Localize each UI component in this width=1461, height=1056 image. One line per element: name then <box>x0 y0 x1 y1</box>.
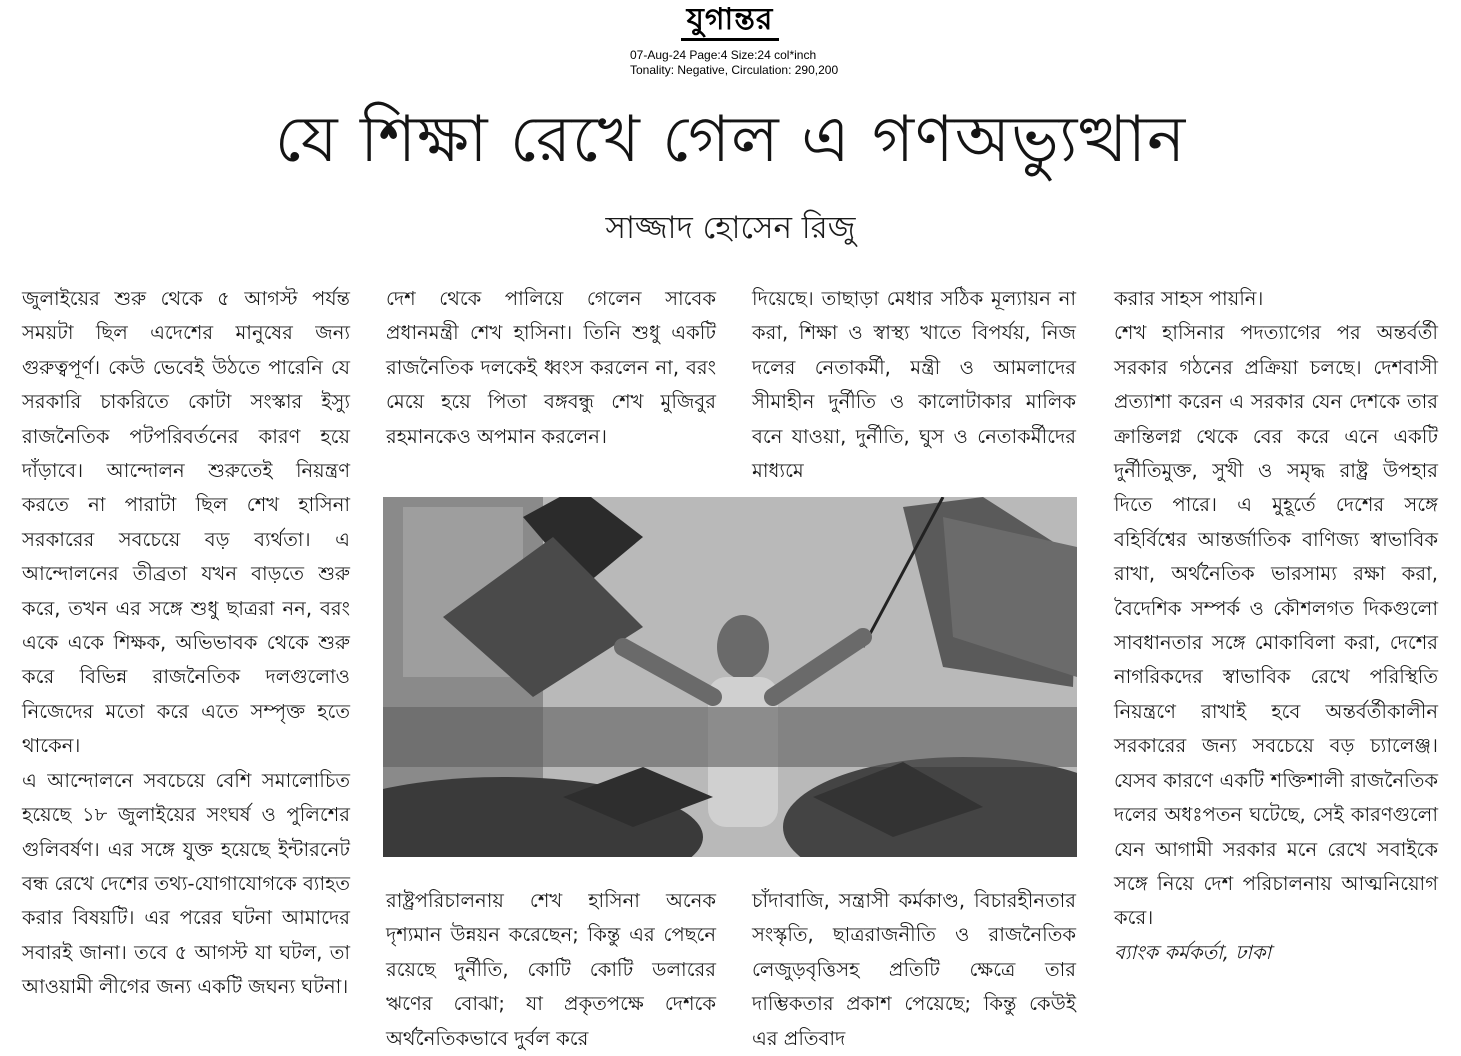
paragraph: দেশ থেকে পালিয়ে গেলেন সাবেক প্রধানমন্ত্রী শেখ হাসিনা। তিনি শুধু একটি রাজনৈতিক দলকেই ধ্বংস করলেন না, বরং মেয়ে হয়ে পিতা বঙ্গবন্ধু শেখ মুজিবুর রহমানকেও অপমান করলেন। <box>386 287 716 448</box>
article-column-1 <box>22 282 350 1005</box>
meta-line-1: 07-Aug-24 Page:4 Size:24 col*inch <box>630 48 817 62</box>
newspaper-logo: যুগান্তর <box>681 2 780 41</box>
paragraph: এ আন্দোলনে সবচেয়ে বেশি সমালোচিত হয়েছে ১৮ জুলাইয়ের সংঘর্ষ ও পুলিশের গুলিবর্ষণ। এর সঙ্গে যুক্ত হয়েছে ইন্টারনেট বন্ধ রেখে দেশের তথ্য-যোগাযোগকে ব্যাহত করার বিষয়টি। এর পরের ঘটনা আমাদের সবারই জানা। তবে ৫ আগস্ট যা ঘটল, তা আওয়ামী লীগের জন্য একটি জঘন্য ঘটনা। <box>22 768 350 999</box>
paragraph: জুলাইয়ের শুরু থেকে ৫ আগস্ট পর্যন্ত সময়টা ছিল এদেশের মানুষের জন্য গুরুত্বপূর্ণ। কেউ ভেবেই উঠতে পারেনি যে সরকারি চাকরিতে কোটা সংস্কার ইস্যু রাজনৈতিক পটপরিবর্তনের কারণ হয়ে দাঁড়াবে। আন্দোলন শুরুতেই নিয়ন্ত্রণ করতে না পারাটা ছিল শেখ হাসিনা সরকারের সবচেয়ে বড় ব্যর্থতা। এ আন্দোলনের তীব্রতা যখন বাড়তে শুরু করে, তখন এর সঙ্গে শুধু ছাত্ররা নন, বরং একে একে শিক্ষক, অভিভাবক থেকে শুরু করে বিভিন্ন রাজনৈতিক দলগুলোও নিজেদের মতো করে এতে সম্পৃক্ত হতে থাকেন। <box>22 287 350 758</box>
paragraph: করার সাহস পায়নি। <box>1114 287 1264 310</box>
article-column-4 <box>1114 282 1438 970</box>
paragraph: শেখ হাসিনার পদত্যাগের পর অন্তর্বর্তী সরকার গঠনের প্রক্রিয়া চলছে। দেশবাসী প্রত্যাশা করেন এ সরকার যেন দেশকে তার ক্রান্তিলগ্ন থেকে বের করে এনে একটি দুর্নীতিমুক্ত, সুখী ও সমৃদ্ধ রাষ্ট্র উপহার দিতে পারে। এ মুহূর্তে দেশের সঙ্গে বহির্বিশ্বের আন্তর্জাতিক বাণিজ্য স্বাভাবিক রাখা, অর্থনৈতিক ভারসাম্য রক্ষা করা, বৈদেশিক সম্পর্ক ও কৌশলগত দিকগুলো সাবধানতার সঙ্গে মোকাবিলা করা, দেশের নাগরিকদের স্বাভাবিক রেখে পরিস্থিতি নিয়ন্ত্রণে রাখাই হবে অন্তর্বর্তীকালীন সরকারের জন্য সবচেয়ে বড় চ্যালেঞ্জ। যেসব কারণে একটি শক্তিশালী রাজনৈতিক দলের অধঃপতন ঘটেছে, সেই কারণগুলো যেন আগামী সরকার মনে রেখে সবাইকে সঙ্গে নিয়ে দেশ পরিচালনায় আত্মনিয়োগ করে। <box>1114 321 1438 930</box>
protest-photo-illustration <box>383 497 1077 857</box>
paragraph: রাষ্ট্রপরিচালনায় শেখ হাসিনা অনেক দৃশ্যমান উন্নয়ন করেছেন; কিন্তু এর পেছনে রয়েছে দুর্নীতি, কোটি কোটি ডলারের ঋণের বোঝা; যা প্রকৃতপক্ষে দেশকে অর্থনৈতিকভাবে দুর্বল করে <box>386 889 716 1050</box>
article-column-2-bottom <box>386 884 716 1056</box>
masthead <box>560 2 900 41</box>
clipping-meta <box>630 48 838 78</box>
protest-photo <box>383 497 1077 857</box>
article-headline: যে শিক্ষা রেখে গেল এ গণঅভ্যুত্থান <box>274 103 1187 177</box>
paragraph: চাঁদাবাজি, সন্ত্রাসী কর্মকাণ্ড, বিচারহীনতার সংস্কৃতি, ছাত্ররাজনীতি ও রাজনৈতিক লেজুড়বৃত্তিসহ প্রতিটি ক্ষেত্রে তার দাম্ভিকতার প্রকাশ পেয়েছে; কিন্তু কেউই এর প্রতিবাদ <box>752 889 1076 1050</box>
article-column-2-top <box>386 282 716 454</box>
article-column-3-top <box>752 282 1076 488</box>
article-byline: সাজ্জাদ হোসেন রিজু <box>605 210 856 246</box>
paragraph: দিয়েছে। তাছাড়া মেধার সঠিক মূল্যায়ন না করা, শিক্ষা ও স্বাস্থ্য খাতে বিপর্যয়, নিজ দলের নেতাকর্মী, মন্ত্রী ও আমলাদের সীমাহীন দুর্নীতি ও কালোটাকার মালিক বনে যাওয়া, দুর্নীতি, ঘুস ও নেতাকর্মীদের মাধ্যমে <box>752 287 1076 483</box>
author-credit: ব্যাংক কর্মকর্তা, ঢাকা <box>1114 940 1272 964</box>
article-column-3-bottom <box>752 884 1076 1056</box>
meta-line-2: Tonality: Negative, Circulation: 290,200 <box>630 63 839 77</box>
